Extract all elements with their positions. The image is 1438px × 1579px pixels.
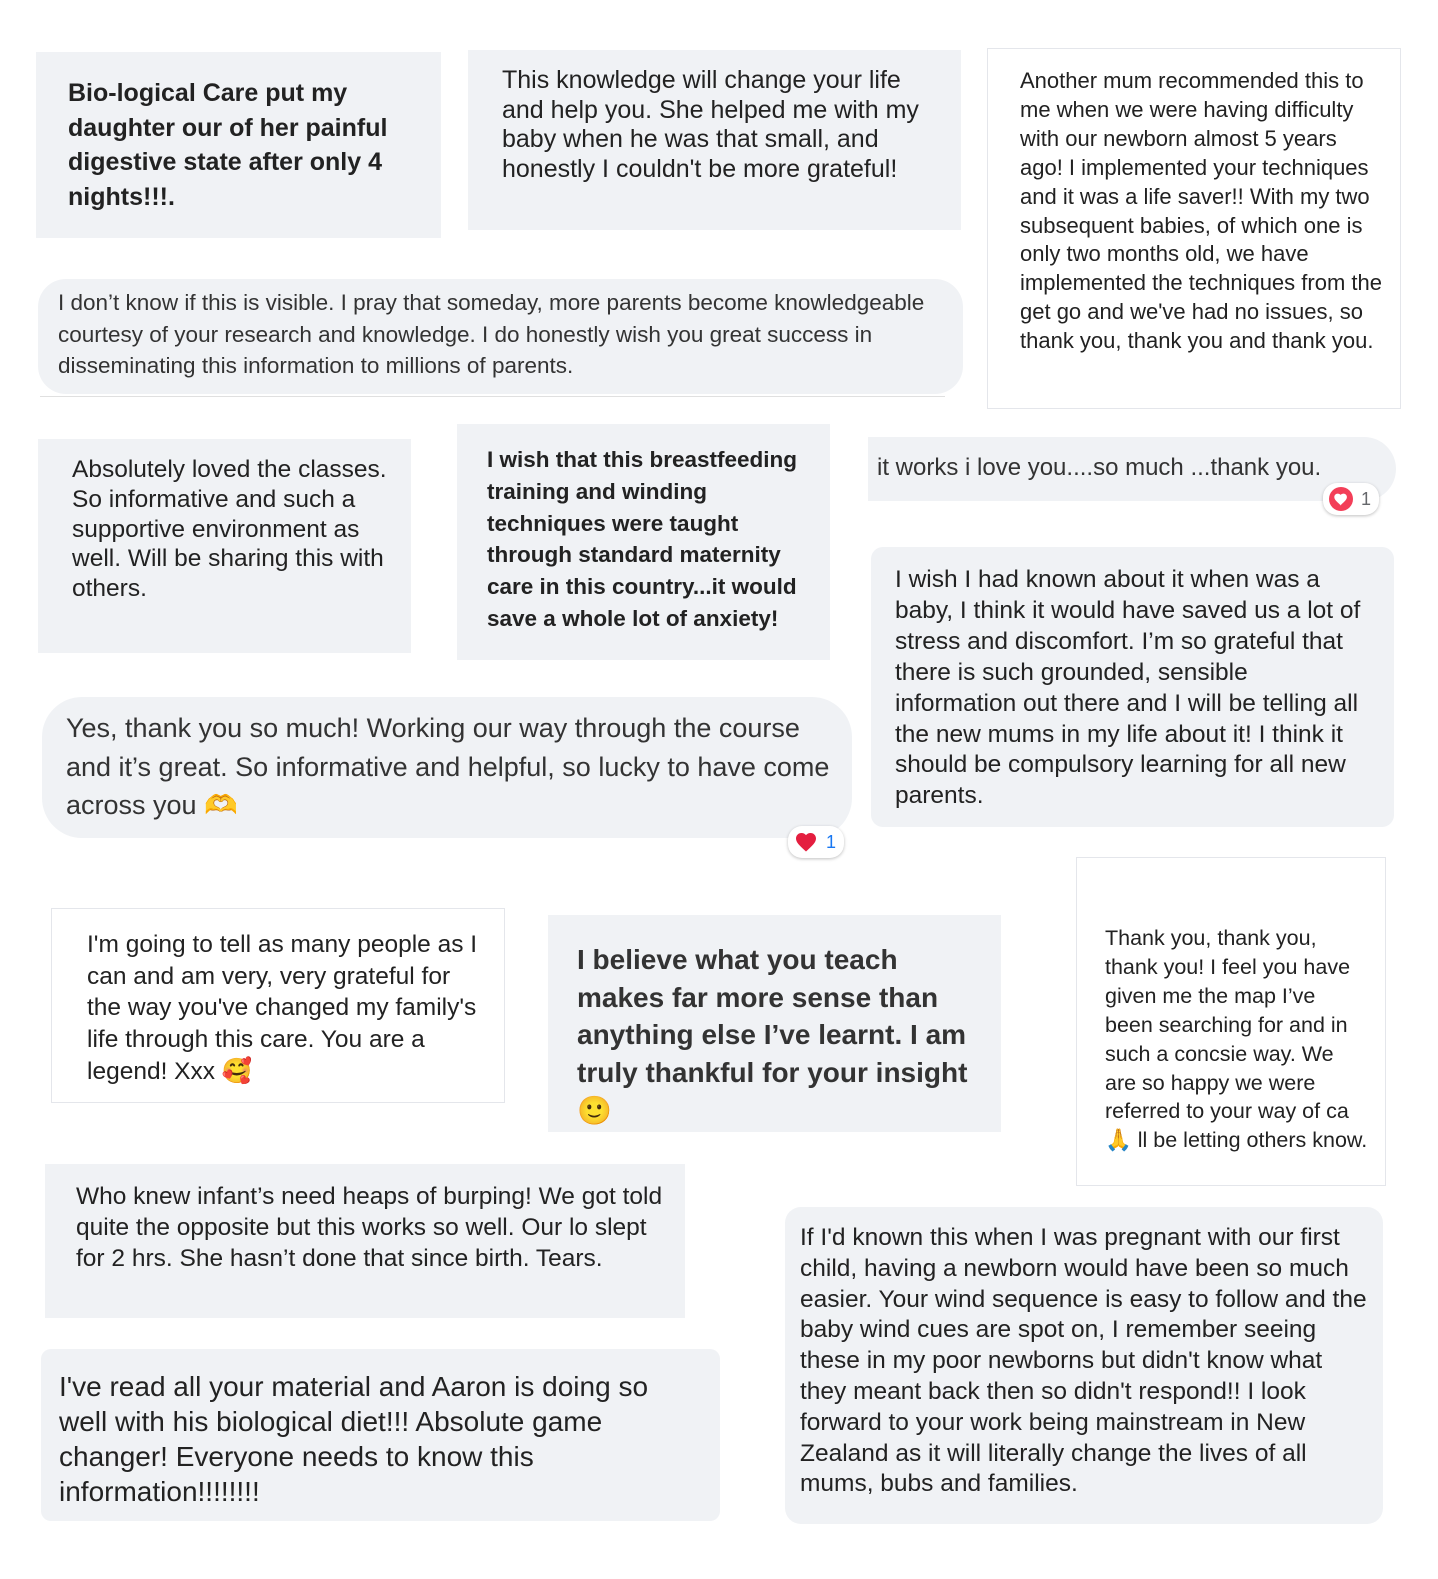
testimonial-card xyxy=(987,48,1401,409)
testimonial-text: This knowledge will change your life and help you. She helped me with my baby when he was that small, and honestly I couldn't be more grateful! xyxy=(502,66,919,184)
testimonial-card xyxy=(785,1207,1383,1524)
smiling-hearts-icon: 🥰 xyxy=(221,1056,253,1085)
testimonial-text: Bio-logical Care put my daughter our of her painful digestive state after only 4 nights!!!. xyxy=(68,79,388,211)
testimonial-text xyxy=(1105,924,1369,1156)
testimonial-text: I wish I had known about it when was a baby, I think it would have saved us a lot of stress and discomfort. I’m so grateful that there is such grounded, sensible information out there and I will be telling all the new mums in my life about it! I think it should be compulsory learning for all new parents. xyxy=(895,566,1361,810)
heart-reaction[interactable] xyxy=(1323,483,1379,515)
testimonial-text xyxy=(66,709,832,826)
testimonial-text: I don’t know if this is visible. I pray that someday, more parents become knowledgeable courtesy of your research and knowledge. I do honestly wish you great success in disseminating this information to millions of parents. xyxy=(58,290,925,378)
testimonial-text xyxy=(87,929,488,1088)
testimonial-card xyxy=(871,547,1394,827)
heart-icon xyxy=(1327,485,1355,513)
testimonial-card xyxy=(38,439,411,653)
testimonial-card xyxy=(468,50,961,230)
testimonial-message: Thank you, thank you, thank you! I feel you have given me the map I’ve been searching for and in such a concsie way. We are so happy we were referred to your way of ca xyxy=(1105,926,1351,1124)
testimonial-card xyxy=(51,908,505,1103)
testimonial-text: I wish that this breastfeeding training and winding techniques were taught through standard maternity care in this country...it would save a whole lot of anxiety! xyxy=(487,447,798,631)
heart-reaction[interactable] xyxy=(788,826,844,858)
heart-hands-icon: 🫶 xyxy=(204,790,238,822)
testimonial-card xyxy=(41,1349,720,1521)
testimonial-text: Absolutely loved the classes. So informative and such a supportive environment as well. Will be sharing this with others. xyxy=(72,456,387,603)
testimonial-card xyxy=(45,1164,685,1318)
divider xyxy=(40,396,945,397)
heart-icon xyxy=(792,828,820,856)
testimonial-message: I'm going to tell as many people as I can and am very, very grateful for the way you've changed my family's life through this care. You are a legend! Xxx xyxy=(87,931,478,1085)
testimonial-card xyxy=(38,279,963,394)
testimonial-text: I've read all your material and Aaron is doing so well with his biological diet!!! Absolute game changer! Everyone needs to know this information!!!!!!!! xyxy=(59,1371,649,1507)
testimonial-card xyxy=(1076,857,1386,1186)
testimonial-text: If I'd known this when I was pregnant with our first child, having a newborn would have been so much easier. Your wind sequence is easy to follow and the baby wind cues are spot on, I remember seeing these in my poor newborns but didn't know what they meant back then so didn't respond!! I look forward to your work being mainstream in New Zealand as it will literally change the lives of all mums, bubs and families. xyxy=(800,1224,1367,1498)
folded-hands-icon: 🙏 xyxy=(1105,1128,1132,1154)
testimonial-message: I believe what you teach makes far more sense than anything else I’ve learnt. I am truly thankful for your insight xyxy=(577,944,968,1089)
reaction-count: 1 xyxy=(1361,488,1372,509)
testimonial-card xyxy=(457,424,830,660)
testimonial-text: Another mum recommended this to me when we were having difficulty with our newborn almost 5 years ago! I implemented your techniques and it was a life saver!! With my two subsequent babies, of which one is only two months old, we have implemented the techniques from the get go and we've had no issues, so thank you, thank you and thank you. xyxy=(1020,68,1382,354)
testimonial-text: it works i love you....so much ...thank you. xyxy=(877,454,1322,481)
testimonial-card xyxy=(42,697,852,838)
smiley-icon: 🙂 xyxy=(577,1093,612,1127)
testimonial-card xyxy=(548,915,1001,1132)
reaction-count: 1 xyxy=(826,831,837,852)
testimonial-text: Who knew infant’s need heaps of burping! We got told quite the opposite but this works so well. Our lo slept for 2 hrs. She hasn’t done that since birth. Tears. xyxy=(76,1183,663,1272)
testimonial-card xyxy=(36,52,441,238)
testimonial-text xyxy=(577,941,985,1130)
testimonial-card xyxy=(868,437,1396,501)
testimonial-message: Yes, thank you so much! Working our way through the course and it’s great. So informative and helpful, so lucky to have come across you xyxy=(66,713,830,821)
testimonial-message-end: ll be letting others know. xyxy=(1137,1128,1368,1153)
